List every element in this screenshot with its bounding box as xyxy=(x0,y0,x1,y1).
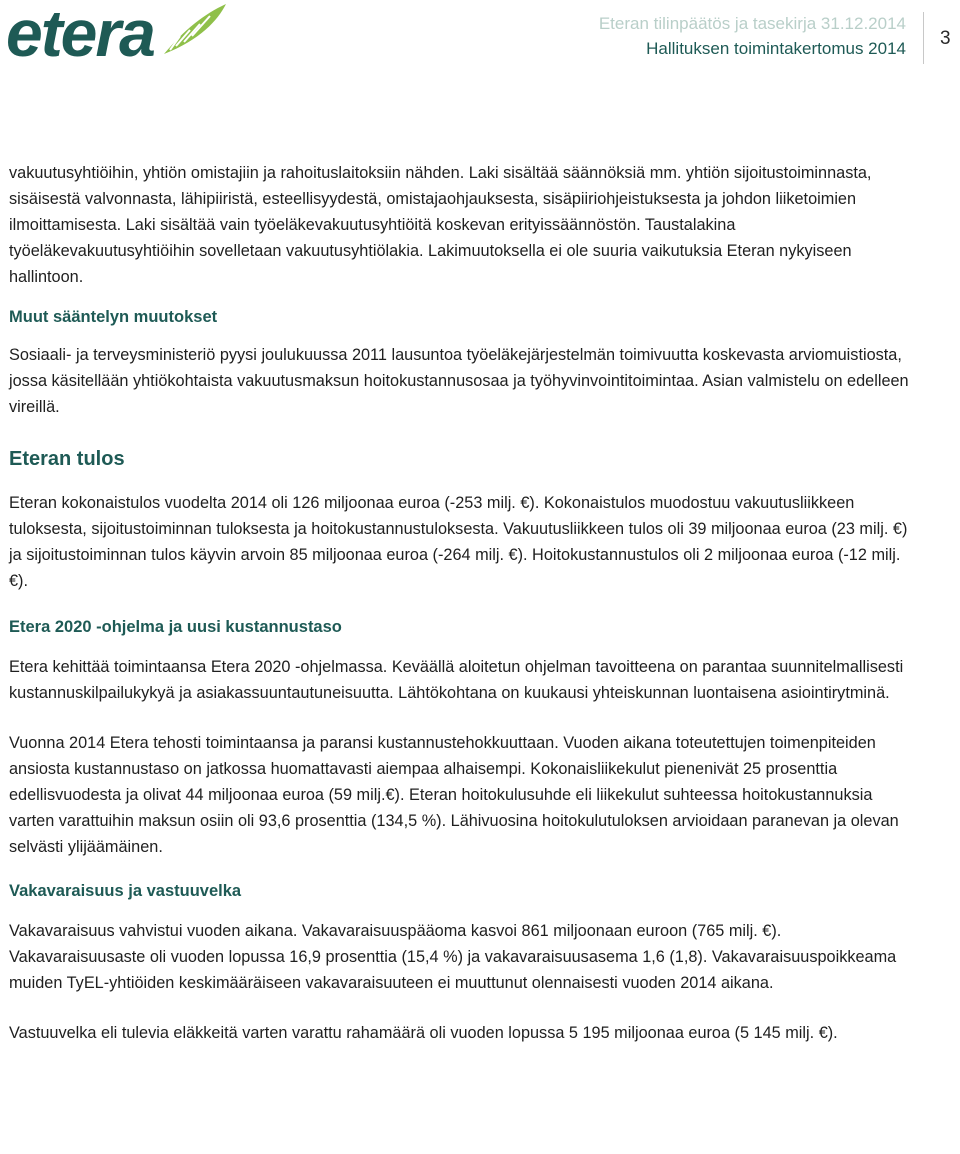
etera-logo-graphic xyxy=(4,0,234,64)
paragraph: Eteran kokonaistulos vuodelta 2014 oli 126 miljoonaa euroa (-253 milj. €). Kokonaistulos muodostuu vakuutusliikkeen tuloksesta, sijoitustoiminnan tuloksesta ja hoitokustannustuloksesta. Vakuutusliikkeen tulos oli 39 miljoonaa euroa (23 milj. €) ja sijoitustoiminnan tulos käyvin arvoin 85 miljoonaa euroa (-264 milj. €). Hoitokustannustulos oli 2 miljoonaa euroa (-12 milj. €). xyxy=(9,494,908,590)
intro-paragraph: vakuutusyhtiöihin, yhtiön omistajiin ja rahoituslaitoksiin nähden. Laki sisältää säännöksiä mm. yhtiön sijoitustoiminnasta, sisäisestä valvonnasta, lähipiiristä, esteellisyydestä, omistajaohjauksesta, sisäpiiriohjeistuksesta ja johdon liiketoimien ilmoittamisesta. Laki sisältää vain työeläkevakuutusyhtiöitä koskevan erityissäännöstön. Taustalakina työeläkevakuutusyhtiöihin sovelletaan vakuutusyhtiölakia. Lakimuutoksella ei ole suuria vaikutuksia Eteran nykyiseen hallintoon. xyxy=(9,164,872,286)
header-titles xyxy=(599,12,906,62)
heading-eteran-tulos: Eteran tulos xyxy=(9,448,125,470)
heading-etera-2020: Etera 2020 -ohjelma ja uusi kustannustaso xyxy=(9,618,342,636)
page-header xyxy=(0,0,960,80)
paragraph: Vastuuvelka eli tulevia eläkkeitä varten varattu rahamäärä oli vuoden lopussa 5 195 miljoonaa euroa (5 145 milj. €). xyxy=(9,1024,838,1042)
document-body xyxy=(9,160,909,1046)
header-divider xyxy=(923,12,924,64)
paragraph: Vakavaraisuus vahvistui vuoden aikana. Vakavaraisuuspääoma kasvoi 861 miljoonaan euroon (765 milj. €). Vakavaraisuusaste oli vuoden lopussa 16,9 prosenttia (15,4 %) ja vakavaraisuusasema 1,6 (1,8). Vakavaraisuuspoikkeama muiden TyEL-yhtiöiden keskimääräiseen vakavaraisuuteen ei muuttunut olennaisesti vuoden 2014 aikana. xyxy=(9,922,897,992)
paragraph: Vuonna 2014 Etera tehosti toimintaansa ja paransi kustannustehokkuuttaan. Vuoden aikana toteutettujen toimenpiteiden ansiosta kustannustaso on jatkossa huomattavasti aiempaa alhaisempi. Kokonaisliikekulut pienenivät 25 prosenttia edellisvuodesta ja olivat 44 miljoonaa euroa (59 milj.€). Eteran hoitokulusuhde eli liikekulut suhteessa hoitokustannuksia varten varattuihin maksun osiin oli 93,6 prosenttia (134,5 %). Lähivuosina hoitokulutuloksen arvioidaan paranevan ja olevan selvästi ylijäämäinen. xyxy=(9,734,899,856)
logo-wordmark: etera xyxy=(6,0,154,64)
document-title: Eteran tilinpäätös ja tasekirja 31.12.2014 xyxy=(598,14,906,33)
heading-vakavaraisuus: Vakavaraisuus ja vastuuvelka xyxy=(9,882,242,900)
paragraph: Sosiaali- ja terveysministeriö pyysi joulukuussa 2011 lausuntoa työeläkejärjestelmän toimivuutta koskevasta arviomuistiosta, jossa käsitellään yhtiökohtaista vakuutusmaksun hoitokustannusosaa ja työhyvinvointitoimintaa. Asian valmistelu on edelleen vireillä. xyxy=(9,346,909,416)
page-number: 3 xyxy=(940,28,951,49)
etera-logo xyxy=(4,0,234,64)
section-title: Hallituksen toimintakertomus 2014 xyxy=(646,39,906,58)
paragraph: Etera kehittää toimintaansa Etera 2020 -ohjelmassa. Keväällä aloitetun ohjelman tavoitteena on parantaa suunnitelmallisesti kustannuskilpailukykyä ja asiakassuuntautuneisuutta. Lähtökohtana on kuukausi yhteiskunnan luontaisena asiointirytminä. xyxy=(9,658,904,702)
leaf-icon xyxy=(164,4,226,54)
heading-muut-saantelyn-muutokset: Muut sääntelyn muutokset xyxy=(9,308,218,326)
